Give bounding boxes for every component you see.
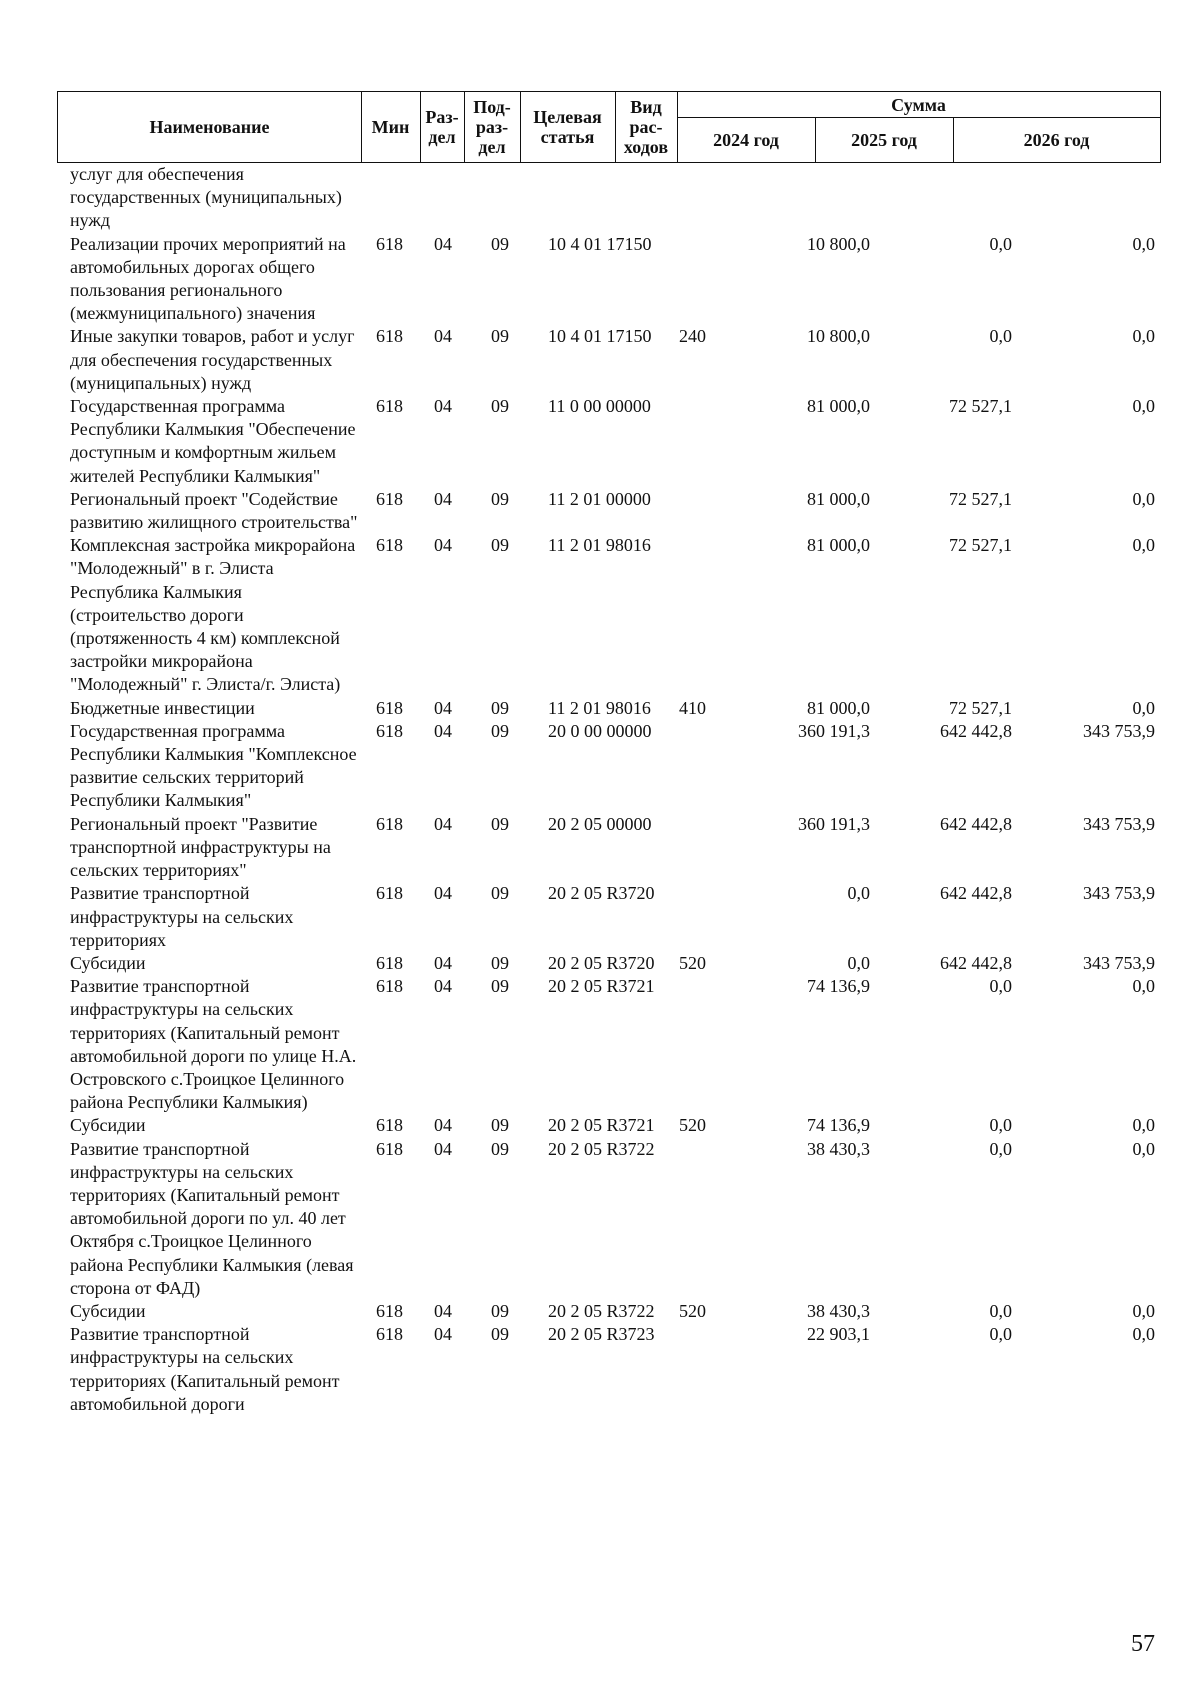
row-s2024: 0,0 <box>847 952 870 973</box>
row-name: Комплексная застройка микрорайона "Молодежный" в г. Элиста Республика Калмыкия (строительство дороги (протяженность 4 км) комплексной застройки микрорайона "Молодежный" г. Элиста/г. Элиста) <box>70 535 356 695</box>
row-s2025: 72 527,1 <box>949 488 1012 509</box>
row-s2026: 0,0 <box>1132 697 1155 718</box>
row-name: Региональный проект "Содействие развитию жилищного строительства" <box>70 488 358 533</box>
row-name: услуг для обеспечения государственных (муниципальных) нужд <box>70 164 342 231</box>
row-razdel: 04 <box>434 1115 452 1136</box>
row-min: 618 <box>376 488 403 509</box>
row-min: 618 <box>376 697 403 718</box>
row-vid: 520 <box>679 1115 706 1136</box>
row-s2026: 0,0 <box>1132 1324 1155 1345</box>
row-s2025: 0,0 <box>989 1138 1012 1159</box>
table-row <box>0 325 1200 395</box>
row-s2024: 38 430,3 <box>807 1300 870 1321</box>
row-s2025: 0,0 <box>989 976 1012 997</box>
row-celevaya: 20 2 05 R3722 <box>548 1300 655 1321</box>
row-name: Субсидии <box>70 1115 146 1136</box>
row-s2026: 0,0 <box>1132 233 1155 254</box>
row-min: 618 <box>376 813 403 834</box>
row-min: 618 <box>376 1115 403 1136</box>
row-s2024: 10 800,0 <box>807 326 870 347</box>
row-s2024: 360 191,3 <box>798 813 870 834</box>
table-row <box>0 534 1200 696</box>
row-s2024: 81 000,0 <box>807 488 870 509</box>
row-s2026: 0,0 <box>1132 1138 1155 1159</box>
row-name: Субсидии <box>70 1300 146 1321</box>
row-s2024: 0,0 <box>847 883 870 904</box>
row-podrazdel: 09 <box>491 488 509 509</box>
row-s2026: 0,0 <box>1132 396 1155 417</box>
row-min: 618 <box>376 233 403 254</box>
row-razdel: 04 <box>434 883 452 904</box>
row-name: Развитие транспортной инфраструктуры на сельских территориях (Капитальный ремонт автомобильной дороги <box>70 1324 340 1414</box>
row-min: 618 <box>376 1138 403 1159</box>
row-celevaya: 20 2 05 R3720 <box>548 952 655 973</box>
row-celevaya: 11 2 01 98016 <box>548 535 651 556</box>
table-row <box>0 395 1200 488</box>
row-celevaya: 20 0 00 00000 <box>548 720 652 741</box>
row-min: 618 <box>376 326 403 347</box>
row-vid: 520 <box>679 1300 706 1321</box>
table-row <box>0 697 1200 720</box>
row-name: Развитие транспортной инфраструктуры на сельских территориях (Капитальный ремонт автомобильной дороги по улице Н.А. Островского с.Троицкое Целинного района Республики Калмыкия) <box>70 976 357 1113</box>
header-2025: 2025 год <box>851 130 917 150</box>
row-s2025: 72 527,1 <box>949 697 1012 718</box>
header-min: Мин <box>371 117 410 137</box>
row-celevaya: 20 2 05 R3723 <box>548 1324 655 1345</box>
row-vid: 520 <box>679 952 706 973</box>
row-razdel: 04 <box>434 720 452 741</box>
row-s2025: 0,0 <box>989 1115 1012 1136</box>
row-podrazdel: 09 <box>491 697 509 718</box>
row-s2026: 0,0 <box>1132 1300 1155 1321</box>
row-podrazdel: 09 <box>491 1138 509 1159</box>
row-s2025: 642 442,8 <box>940 813 1012 834</box>
row-name: Государственная программа Республики Калмыкия "Обеспечение доступным и комфортным жильем жителей Республики Калмыкия" <box>70 396 356 486</box>
row-s2026: 0,0 <box>1132 1115 1155 1136</box>
row-razdel: 04 <box>434 952 452 973</box>
row-s2025: 642 442,8 <box>940 883 1012 904</box>
row-podrazdel: 09 <box>491 976 509 997</box>
row-s2026: 0,0 <box>1132 488 1155 509</box>
row-s2025: 0,0 <box>989 326 1012 347</box>
row-podrazdel: 09 <box>491 233 509 254</box>
row-name: Развитие транспортной инфраструктуры на сельских территориях (Капитальный ремонт автомобильной дороги по ул. 40 лет Октября с.Троицкое Целинного района Республики Калмыкия (левая сторона от ФАД) <box>70 1138 354 1298</box>
row-min: 618 <box>376 396 403 417</box>
row-celevaya: 20 2 05 00000 <box>548 813 652 834</box>
table-row <box>0 233 1200 326</box>
table-row <box>0 163 1200 233</box>
page-number: 57 <box>1131 1631 1155 1657</box>
row-podrazdel: 09 <box>491 535 509 556</box>
table-body <box>0 163 1200 1416</box>
row-name: Государственная программа Республики Калмыкия "Комплексное развитие сельских территорий Республики Калмыкия" <box>70 720 357 811</box>
table-row <box>0 813 1200 883</box>
row-razdel: 04 <box>434 1138 452 1159</box>
row-s2026: 0,0 <box>1132 535 1155 556</box>
row-s2024: 360 191,3 <box>798 720 870 741</box>
row-podrazdel: 09 <box>491 952 509 973</box>
row-vid: 410 <box>679 697 706 718</box>
row-s2025: 72 527,1 <box>949 396 1012 417</box>
row-celevaya: 20 2 05 R3722 <box>548 1138 655 1159</box>
row-min: 618 <box>376 535 403 556</box>
header-podrazdel: Под- раз- дел <box>473 97 511 157</box>
row-s2024: 74 136,9 <box>807 1115 870 1136</box>
row-s2024: 38 430,3 <box>807 1138 870 1159</box>
table-row <box>0 952 1200 975</box>
row-celevaya: 20 2 05 R3721 <box>548 976 655 997</box>
table-header <box>57 91 1161 163</box>
row-min: 618 <box>376 976 403 997</box>
row-s2026: 343 753,9 <box>1083 883 1155 904</box>
row-razdel: 04 <box>434 326 452 347</box>
row-razdel: 04 <box>434 535 452 556</box>
header-vid: Вид рас- ходов <box>623 97 669 157</box>
table-row <box>0 720 1200 813</box>
row-podrazdel: 09 <box>491 396 509 417</box>
table-row <box>0 1323 1200 1416</box>
row-s2025: 0,0 <box>989 1324 1012 1345</box>
header-name: Наименование <box>149 117 270 137</box>
row-s2024: 81 000,0 <box>807 396 870 417</box>
row-min: 618 <box>376 720 403 741</box>
row-celevaya: 11 2 01 00000 <box>548 488 651 509</box>
row-podrazdel: 09 <box>491 1324 509 1345</box>
row-vid: 240 <box>679 326 706 347</box>
header-summa: Сумма <box>891 94 946 115</box>
row-s2025: 72 527,1 <box>949 535 1012 556</box>
row-min: 618 <box>376 1324 403 1345</box>
row-name: Бюджетные инвестиции <box>70 697 255 718</box>
row-razdel: 04 <box>434 976 452 997</box>
row-s2026: 343 753,9 <box>1083 720 1155 741</box>
row-min: 618 <box>376 1300 403 1321</box>
row-celevaya: 10 4 01 17150 <box>548 233 652 254</box>
table-row <box>0 1114 1200 1137</box>
row-s2024: 10 800,0 <box>807 233 870 254</box>
table-row <box>0 882 1200 952</box>
row-name: Региональный проект "Развитие транспортной инфраструктуры на сельских территориях" <box>70 813 331 881</box>
row-name: Иные закупки товаров, работ и услуг для обеспечения государственных (муниципальных) нужд <box>70 326 355 393</box>
row-min: 618 <box>376 883 403 904</box>
row-s2025: 642 442,8 <box>940 952 1012 973</box>
row-celevaya: 11 0 00 00000 <box>548 396 651 417</box>
row-podrazdel: 09 <box>491 883 509 904</box>
row-name: Развитие транспортной инфраструктуры на сельских территориях <box>70 883 294 950</box>
row-name: Реализации прочих мероприятий на автомобильных дорогах общего пользования регионального (межмуниципального) значения <box>70 233 346 324</box>
row-name: Субсидии <box>70 952 146 973</box>
table-row <box>0 975 1200 1114</box>
row-podrazdel: 09 <box>491 1300 509 1321</box>
row-s2025: 0,0 <box>989 233 1012 254</box>
row-razdel: 04 <box>434 396 452 417</box>
row-s2026: 343 753,9 <box>1083 813 1155 834</box>
row-podrazdel: 09 <box>491 1115 509 1136</box>
row-s2024: 74 136,9 <box>807 976 870 997</box>
header-2026: 2026 год <box>1023 130 1090 150</box>
row-s2026: 343 753,9 <box>1083 952 1155 973</box>
row-razdel: 04 <box>434 233 452 254</box>
row-celevaya: 10 4 01 17150 <box>548 326 652 347</box>
row-s2026: 0,0 <box>1132 326 1155 347</box>
row-celevaya: 11 2 01 98016 <box>548 697 651 718</box>
row-celevaya: 20 2 05 R3721 <box>548 1115 655 1136</box>
row-razdel: 04 <box>434 1324 452 1345</box>
row-s2025: 642 442,8 <box>940 720 1012 741</box>
header-razdel: Раз- дел <box>425 107 459 147</box>
row-celevaya: 20 2 05 R3720 <box>548 883 655 904</box>
row-s2024: 22 903,1 <box>807 1324 870 1345</box>
row-s2026: 0,0 <box>1132 976 1155 997</box>
row-podrazdel: 09 <box>491 813 509 834</box>
row-razdel: 04 <box>434 697 452 718</box>
row-podrazdel: 09 <box>491 326 509 347</box>
table-row <box>0 1138 1200 1300</box>
header-celevaya: Целевая статья <box>533 107 602 147</box>
row-min: 618 <box>376 952 403 973</box>
table-row <box>0 488 1200 534</box>
row-podrazdel: 09 <box>491 720 509 741</box>
row-s2024: 81 000,0 <box>807 535 870 556</box>
header-2024: 2024 год <box>713 130 779 150</box>
row-razdel: 04 <box>434 813 452 834</box>
row-s2025: 0,0 <box>989 1300 1012 1321</box>
row-s2024: 81 000,0 <box>807 697 870 718</box>
table-row <box>0 1300 1200 1323</box>
row-razdel: 04 <box>434 1300 452 1321</box>
row-razdel: 04 <box>434 488 452 509</box>
